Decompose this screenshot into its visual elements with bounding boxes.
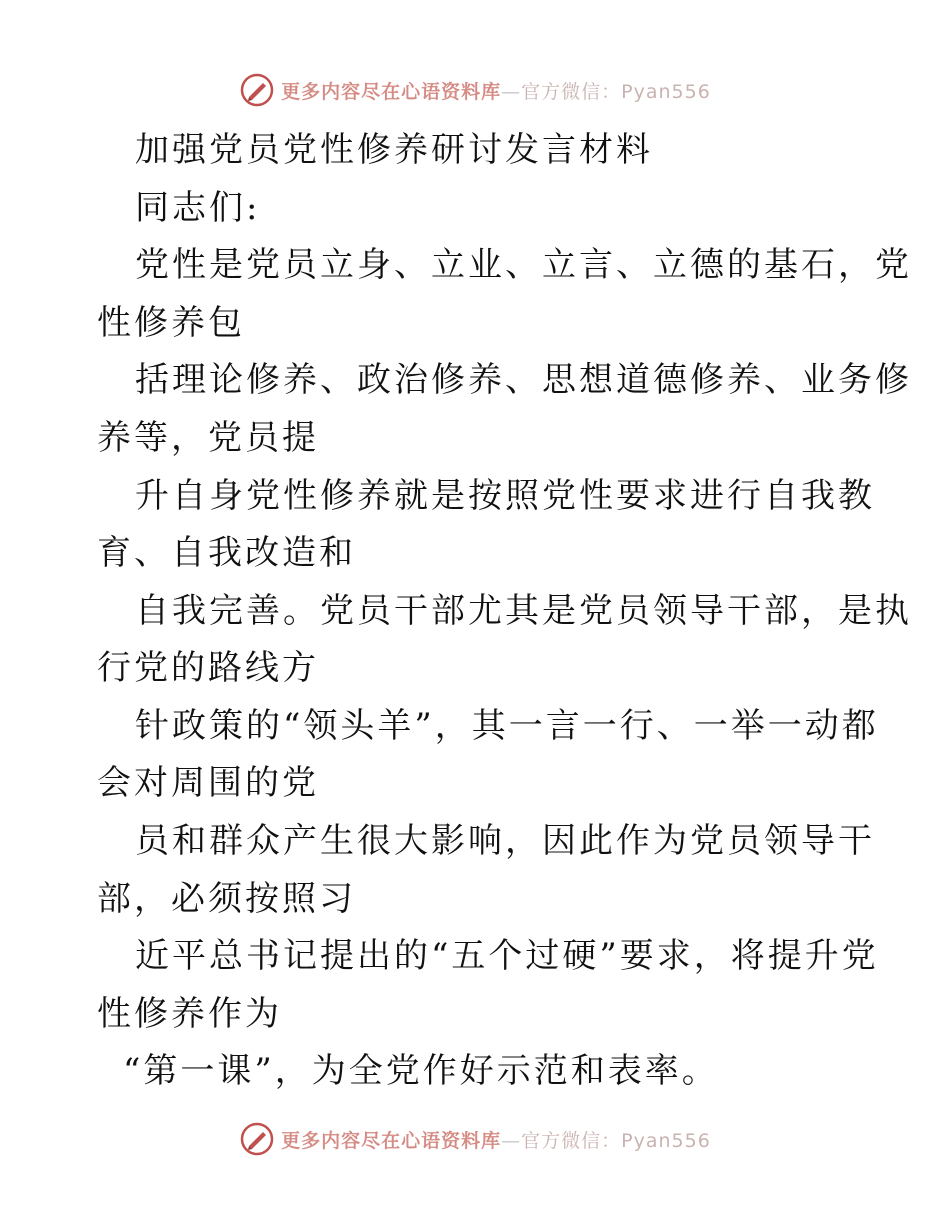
paragraph-line: 近平总书记提出的“五个过硬”要求，将提升党 xyxy=(135,936,879,976)
greeting-line: 同志们: xyxy=(135,188,261,228)
pen-logo-icon xyxy=(239,1121,275,1157)
header-watermark xyxy=(0,68,950,112)
watermark-separator: — xyxy=(501,1129,522,1152)
paragraph-line: 括理论修养、政治修养、思想道德修养、业务修 xyxy=(135,360,912,400)
paragraph-line: 部，必须按照习 xyxy=(97,879,356,919)
paragraph-line: “第一课”，为全党作好示范和表率。 xyxy=(123,1051,719,1091)
document-title: 加强党员党性修养研讨发言材料 xyxy=(135,130,653,170)
footer-watermark xyxy=(0,1117,950,1161)
paragraph-line: 针政策的“领头羊”，其一言一行、一举一动都 xyxy=(135,706,879,746)
paragraph-line: 育、自我改造和 xyxy=(97,533,356,573)
watermark-main-text: 更多内容尽在心语资料库 xyxy=(281,1129,502,1152)
watermark-contact-text: 官方微信：Pyan556 xyxy=(521,80,711,103)
paragraph-line: 养等，党员提 xyxy=(97,418,319,458)
paragraph-line: 升自身党性修养就是按照党性要求进行自我教 xyxy=(135,476,875,516)
pen-logo-icon xyxy=(239,72,275,108)
watermark-main-text: 更多内容尽在心语资料库 xyxy=(281,80,502,103)
paragraph-line: 自我完善。党员干部尤其是党员领导干部，是执 xyxy=(135,591,912,631)
watermark-separator: — xyxy=(501,80,522,103)
paragraph-line: 员和群众产生很大影响，因此作为党员领导干 xyxy=(135,821,875,861)
paragraph-line: 党性是党员立身、立业、立言、立德的基石，党 xyxy=(135,245,912,285)
paragraph-line: 性修养作为 xyxy=(97,994,282,1034)
paragraph-line: 会对周围的党 xyxy=(97,763,319,803)
paragraph-line: 性修养包 xyxy=(97,303,245,343)
watermark-contact-text: 官方微信：Pyan556 xyxy=(521,1129,711,1152)
paragraph-line: 行党的路线方 xyxy=(97,648,319,688)
